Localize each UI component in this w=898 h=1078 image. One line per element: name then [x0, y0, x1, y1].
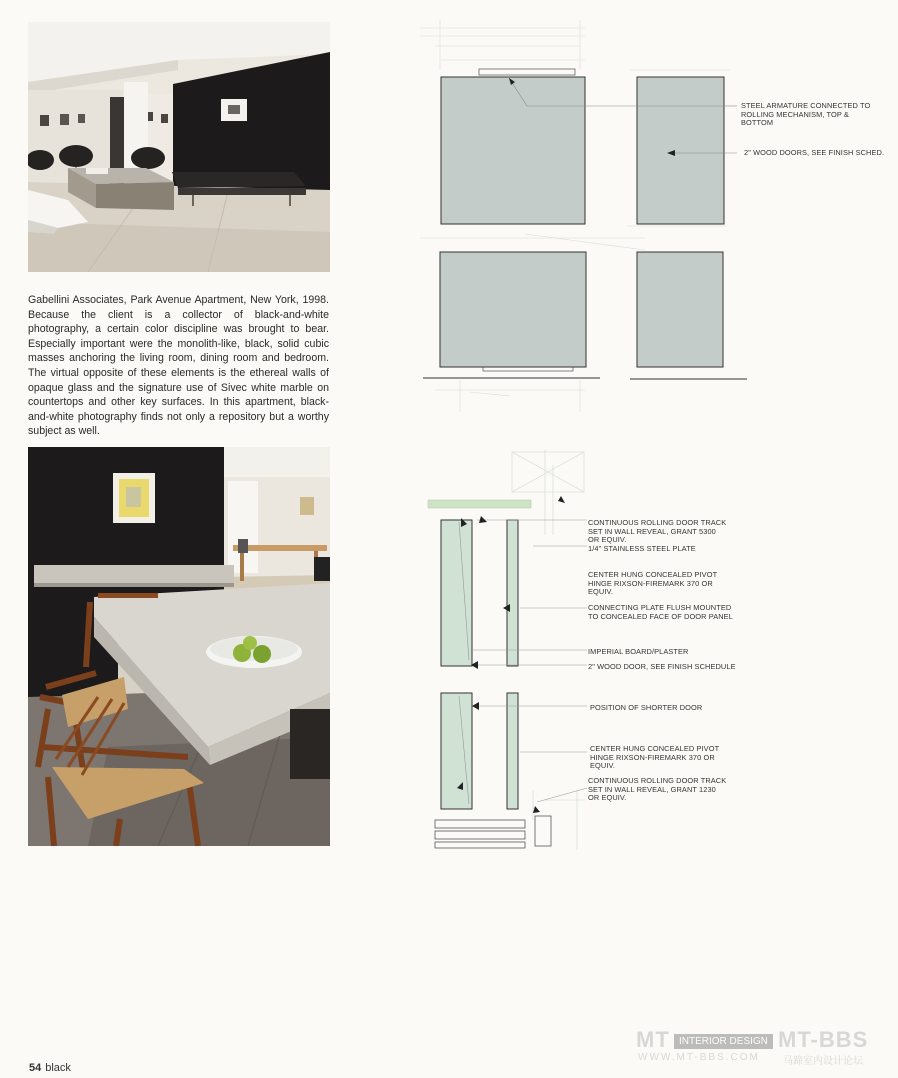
- note-stainless-plate: 1/4" STAINLESS STEEL PLATE: [588, 544, 696, 553]
- living-room-photo: [28, 22, 330, 272]
- door-details-drawing: [415, 20, 875, 860]
- note-wood-doors: 2" WOOD DOORS, SEE FINISH SCHED.: [744, 148, 885, 157]
- section-name: black: [45, 1062, 71, 1074]
- dining-room-photo: [28, 447, 330, 846]
- watermark-left-logo: MT: [636, 1027, 670, 1052]
- note-pivot-hinge-top: CENTER HUNG CONCEALED PIVOT HINGE RIXSON-FIREMARK 370 OR EQUIV.: [588, 570, 718, 597]
- door-panel-large-top: [441, 77, 585, 224]
- door-panel-large-bottom: [440, 252, 586, 367]
- note-connecting-plate: CONNECTING PLATE FLUSH MOUNTED TO CONCEALED FACE OF DOOR PANEL: [588, 603, 733, 621]
- note-rolling-track-bottom: CONTINUOUS ROLLING DOOR TRACK SET IN WALL REVEAL, GRANT 1230 OR EQUIV.: [588, 776, 727, 803]
- watermark-url: WWW.MT-BBS.COM: [638, 1052, 760, 1063]
- note-pivot-hinge-bottom: CENTER HUNG CONCEALED PIVOT HINGE RIXSON-FIREMARK 370 OR EQUIV.: [590, 744, 720, 771]
- note-rolling-track-top: CONTINUOUS ROLLING DOOR TRACK SET IN WALL REVEAL, GRANT 5300 OR EQUIV.: [588, 518, 727, 545]
- page-folio: [29, 1062, 71, 1074]
- note-imperial-board: IMPERIAL BOARD/PLASTER: [588, 647, 689, 656]
- note-steel-armature: STEEL ARMATURE CONNECTED TO ROLLING MECHANISM, TOP & BOTTOM: [741, 101, 871, 128]
- door-panel-small-bottom: [637, 252, 723, 367]
- watermark-cn-text: 马蹄室内设计论坛: [783, 1056, 863, 1067]
- page-number: 54: [29, 1062, 42, 1074]
- watermark-badge: INTERIOR DESIGN: [674, 1034, 773, 1049]
- watermark-right-logo: MT-BBS: [778, 1027, 869, 1052]
- note-wood-door-schedule: 2" WOOD DOOR, SEE FINISH SCHEDULE: [588, 662, 736, 671]
- note-shorter-door: POSITION OF SHORTER DOOR: [590, 703, 703, 712]
- door-panel-small-top: [637, 77, 724, 224]
- watermark: [588, 1010, 888, 1070]
- photo-caption: Gabellini Associates, Park Avenue Apartment, New York, 1998. Because the client is a collector of black-and-white photography, a certain color discipline was brought to bear. Especially important were the monolith-like, black, solid cubic masses anchoring the living room, dining room and bedroom. The virtual opposite of these elements is the ethereal walls of opaque glass and the signature use of Sivec white marble on countertops and other key surfaces. In this apartment, black-and-white photography finds not only a repository but a worthy subject as well.: [28, 294, 329, 438]
